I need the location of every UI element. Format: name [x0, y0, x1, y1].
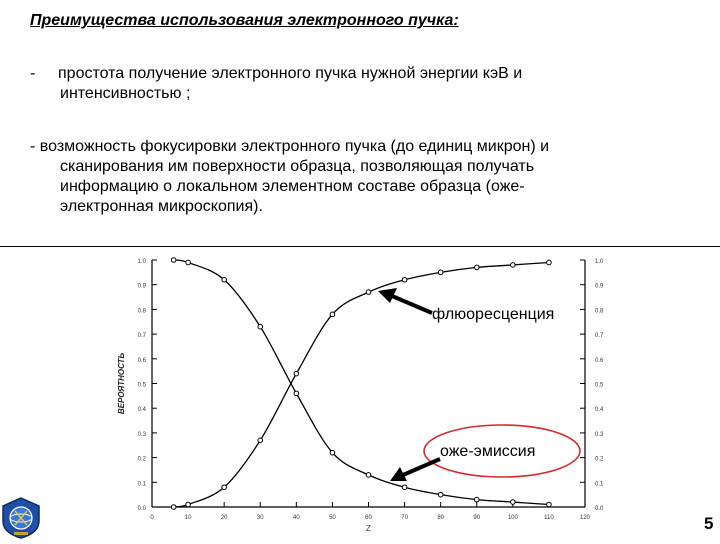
x-tick-label: 20 [220, 515, 228, 521]
x-tick-label: 70 [401, 515, 408, 521]
x-tick-label: 80 [437, 515, 445, 521]
data-point [474, 265, 479, 270]
x-tick-label: 110 [544, 515, 554, 521]
data-point [547, 502, 552, 507]
y-tick-label-right: 0.8 [595, 308, 604, 315]
auger-arrow [403, 459, 440, 475]
x-tick-label: 50 [329, 515, 336, 521]
data-point [330, 312, 335, 317]
data-point [294, 371, 299, 376]
data-point [171, 258, 176, 263]
data-point [402, 277, 407, 282]
data-point [222, 485, 227, 490]
y-axis-label: ВЕРОЯТНОСТЬ [117, 352, 126, 415]
data-point [330, 450, 335, 455]
advantage-2-line-4: электронная микроскопия). [60, 198, 263, 215]
x-tick-label: 60 [365, 515, 372, 521]
data-point [366, 290, 371, 295]
y-tick-label-left: 0.3 [137, 431, 146, 438]
y-tick-label-right: 0.1 [595, 481, 604, 488]
x-tick-label: 30 [256, 515, 264, 521]
series-line-auger [174, 260, 549, 505]
y-tick-label-right: 0.7 [595, 333, 604, 340]
y-tick-label-left: 0.8 [137, 308, 146, 315]
y-tick-label-right: 0.6 [595, 357, 604, 364]
data-point [547, 260, 552, 265]
fluorescence-arrow [392, 296, 432, 313]
data-point [511, 500, 516, 505]
data-point [258, 324, 263, 329]
y-tick-label-right: 0.9 [595, 283, 604, 290]
data-point [258, 438, 263, 443]
advantage-2-line-2: сканирования им поверхности образца, позволяющая получать [60, 158, 535, 175]
x-tick-label: 0 [150, 515, 154, 521]
x-tick-label: 100 [507, 515, 518, 521]
data-point [171, 505, 176, 510]
y-tick-label-right: 0.5 [595, 382, 604, 389]
y-tick-label-right: 0.4 [595, 407, 604, 414]
data-point [366, 473, 371, 478]
bullet-marker: - [30, 65, 36, 82]
y-tick-label-left: 0.0 [137, 506, 146, 512]
x-tick-label: 90 [473, 515, 481, 521]
advantage-2-line-1: - возможность фокусировки электронного пучка (до единиц микрон) и [30, 138, 550, 155]
y-tick-label-left: 0.9 [137, 283, 146, 290]
y-tick-label-left: 0.7 [137, 333, 146, 340]
y-tick-label-left: 0.4 [137, 407, 146, 414]
page-number: 5 [704, 514, 714, 533]
y-tick-label-left: 0.1 [137, 481, 146, 488]
advantage-2-line-3: информацию о локальном элементном составе образца (оже- [60, 178, 525, 195]
y-tick-label-left: 0.2 [137, 456, 146, 463]
x-tick-label: 120 [579, 515, 591, 521]
x-tick-label: 10 [184, 515, 192, 521]
x-axis-label: Z [366, 524, 371, 533]
data-point [402, 485, 407, 490]
y-tick-label-left: 0.6 [137, 357, 146, 364]
y-tick-label-left: 1.0 [137, 259, 146, 265]
y-tick-label-right: 0.0 [595, 506, 604, 512]
data-point [511, 263, 516, 268]
slide-title: Преимущества использования электронного пучка: [30, 12, 459, 29]
data-point [474, 497, 479, 502]
emblem-logo-icon [1, 497, 41, 539]
data-point [186, 502, 191, 507]
data-point [222, 277, 227, 282]
x-tick-label: 40 [292, 515, 300, 521]
fluorescence-label: флюоресценция [432, 306, 555, 323]
advantage-1-line-2: интенсивностью ; [60, 85, 191, 102]
y-tick-label-right: 1.0 [595, 259, 604, 265]
data-point [186, 260, 191, 265]
data-point [294, 391, 299, 396]
auger-label: оже-эмиссия [440, 443, 536, 460]
y-tick-label-left: 0.5 [137, 382, 146, 389]
y-tick-label-right: 0.2 [595, 456, 604, 463]
series-line-fluorescence [174, 262, 549, 507]
y-tick-label-right: 0.3 [595, 431, 604, 438]
advantage-1-line-1: простота получение электронного пучка нужной энергии кэВ и [58, 65, 523, 82]
data-point [438, 270, 443, 275]
data-point [438, 492, 443, 497]
